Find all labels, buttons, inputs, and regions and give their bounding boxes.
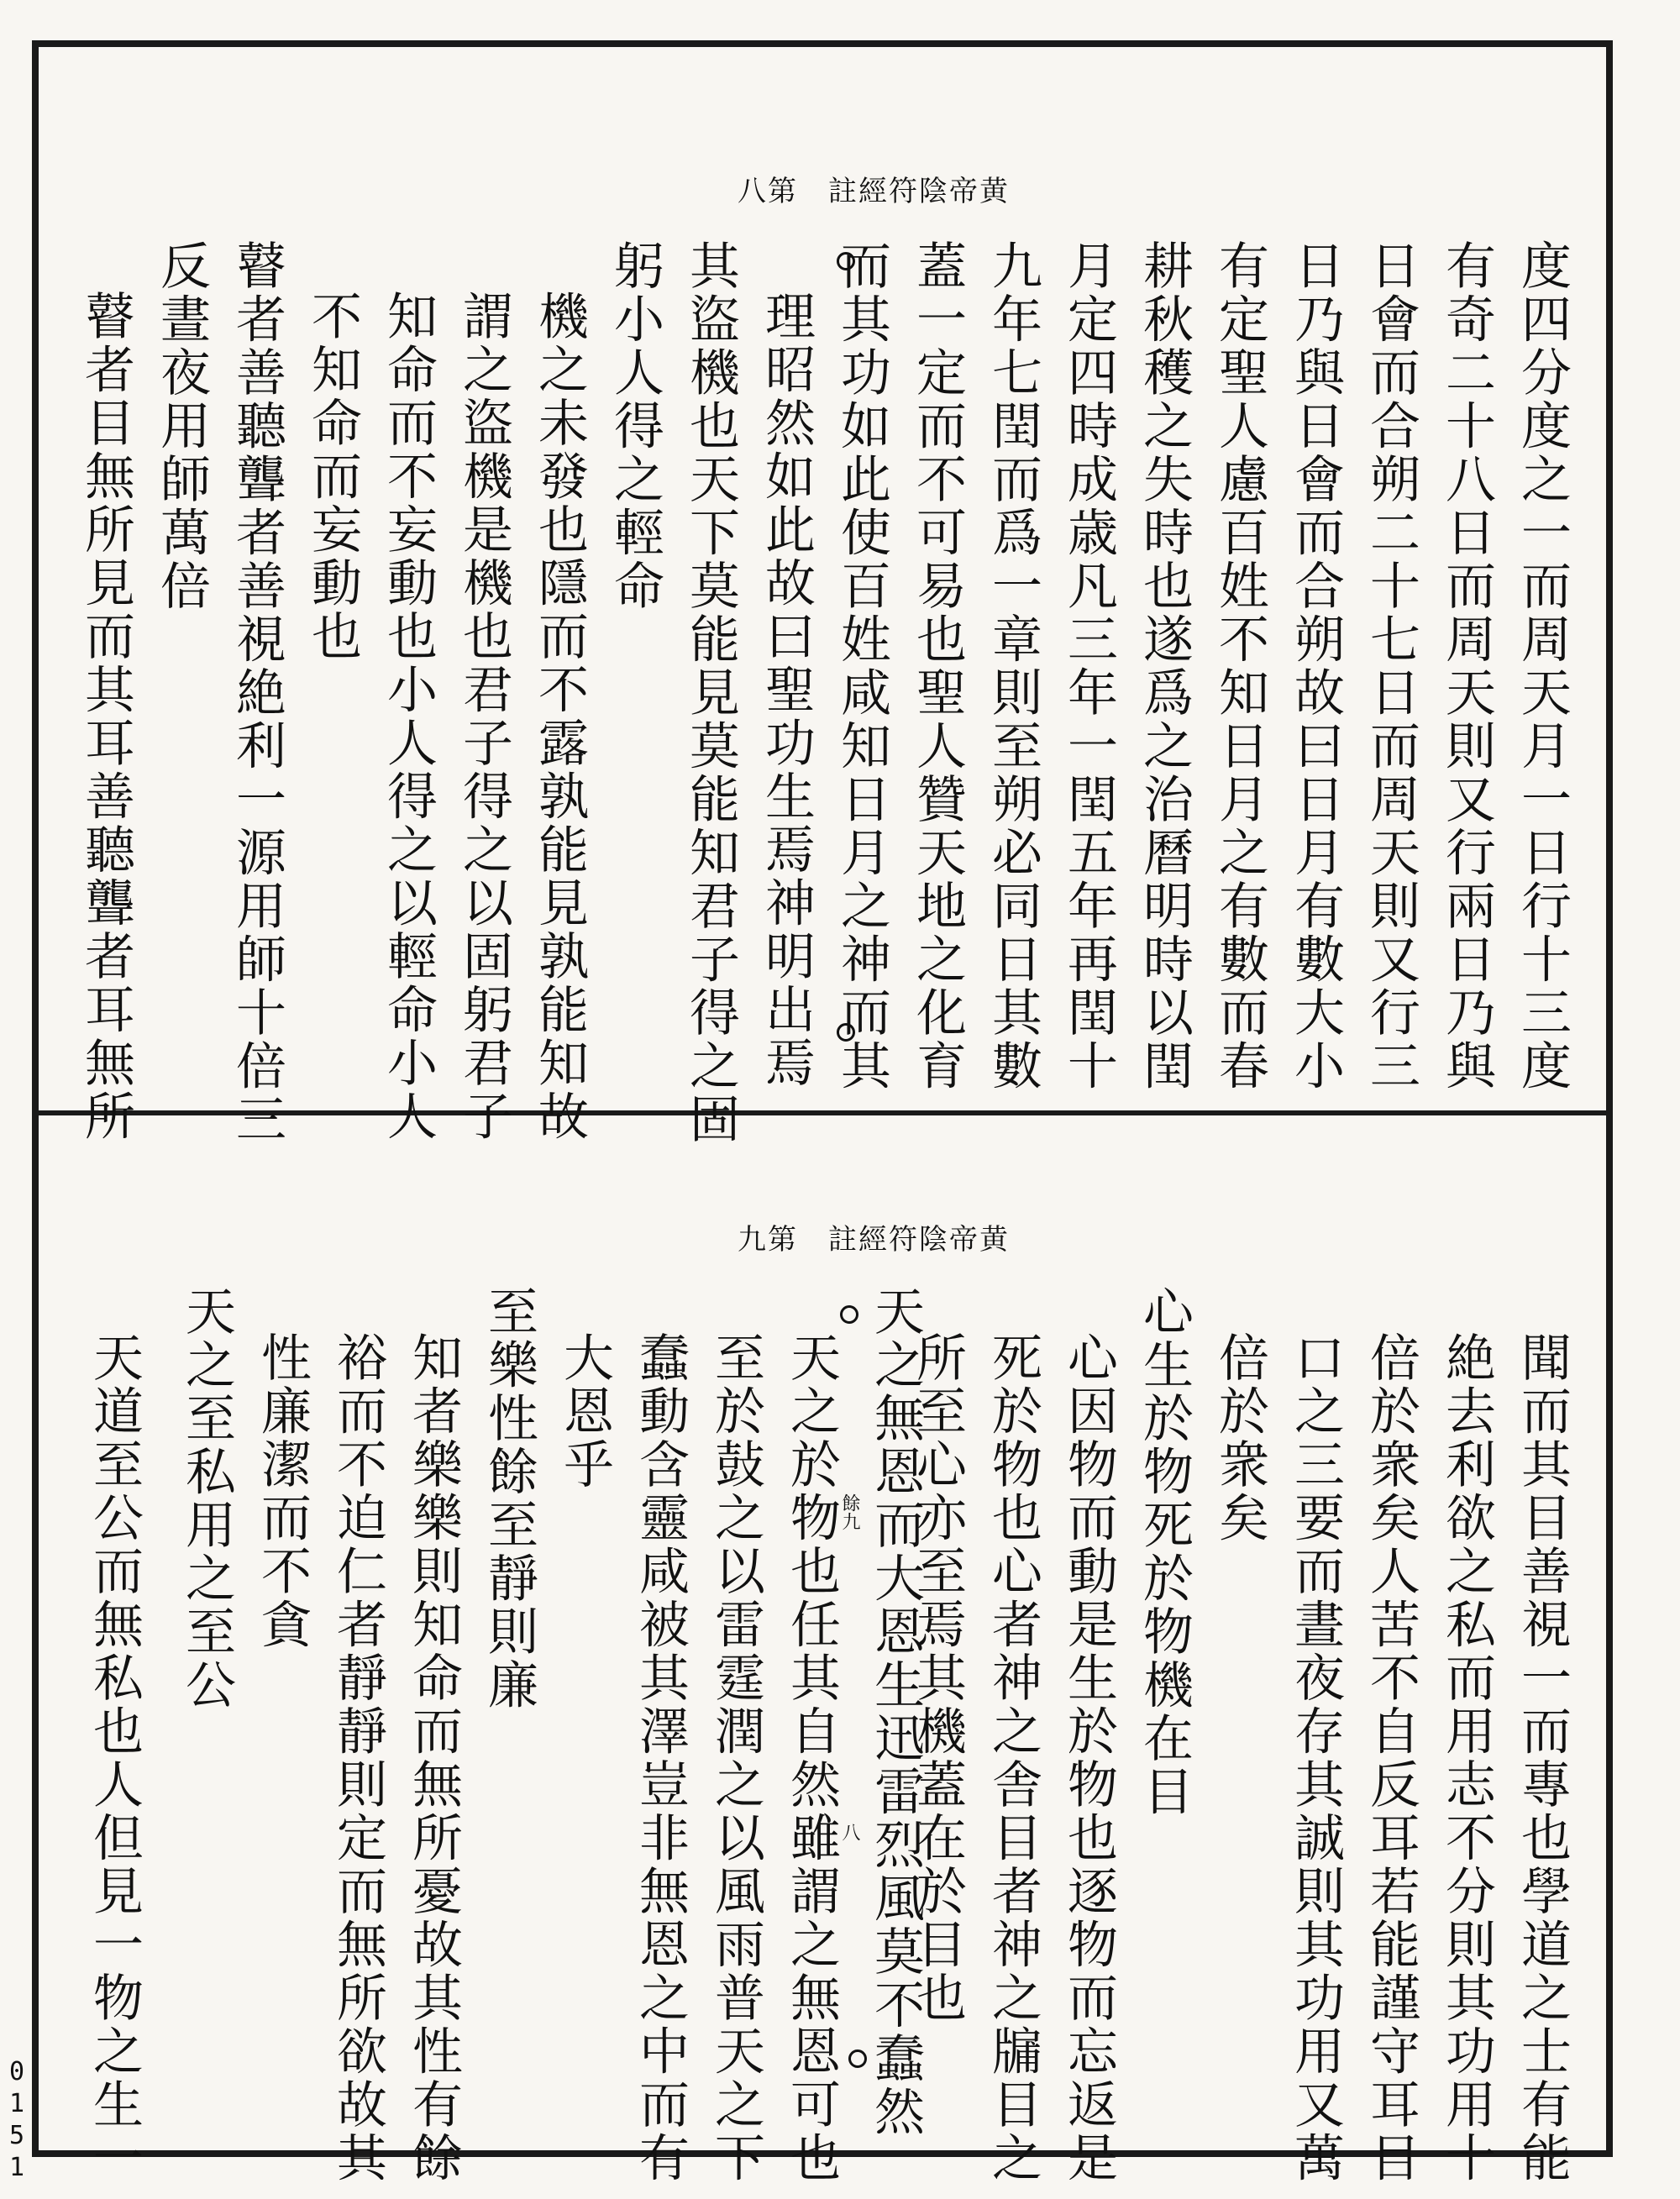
punctuation-circle-mark	[837, 252, 855, 270]
text-column: 不知命而妄動也	[303, 290, 362, 664]
text-column: 耕秋穫之失時也遂爲之治曆明時以閏	[1135, 239, 1194, 1093]
text-column: 其盜機也天下莫能見莫能知君子得之固	[681, 239, 740, 1147]
text-column: 反晝夜用師萬倍	[152, 239, 211, 613]
punctuation-circle-mark	[848, 2049, 867, 2068]
text-column: 而其功如此使百姓咸知日月之神而其	[832, 239, 891, 1093]
text-column: 所至心亦至焉其機蓋在於目也	[908, 1331, 967, 2025]
text-column: 天之無恩而大恩生迅雷烈風莫不蠢然	[866, 1285, 925, 2139]
text-column: 九年七閏而爲一章則至朔必同日其數	[984, 239, 1042, 1093]
text-column: 聞而其目善視一而專也學道之士有能	[1513, 1331, 1572, 2185]
page-number	[7, 2056, 27, 2184]
text-column: 至於鼔之以雷霆潤之以風雨普天之下	[706, 1331, 765, 2185]
text-column: 裕而不迫仁者靜靜則定而無所欲故其	[328, 1331, 387, 2185]
text-column: 日乃與日會而合朔故曰日月有數大小	[1286, 239, 1345, 1093]
text-column: 瞽者善聽聾者善視絶利一源用師十倍三	[228, 239, 286, 1147]
text-column: 有奇二十八日而周天則又行兩日乃與	[1437, 239, 1496, 1093]
text-column: 口之三要而晝夜存其誠則其功用又萬	[1286, 1331, 1345, 2185]
text-column: 理昭然如此故曰聖功生焉神明出焉	[757, 290, 816, 1090]
text-column: 天之於物也任其自然雖謂之無恩可也	[782, 1331, 841, 2185]
text-column: 有定聖人慮百姓不知日月之有數而春	[1210, 239, 1269, 1093]
page-number-text: 0151	[8, 2057, 25, 2182]
text-column: 知命而不妄動也小人得之以輕命小人	[379, 290, 438, 1143]
running-header-top: 八第 註經符陰帝黄	[738, 175, 1010, 208]
text-column: 知者樂樂則知命而無所憂故其性有餘	[404, 1331, 463, 2185]
text-column: 瞽者目無所見而其耳善聽聾者耳無所	[76, 290, 135, 1143]
margin-note: 餘九	[839, 1493, 860, 1530]
running-header-bottom: 九第 註經符陰帝黄	[738, 1223, 1010, 1257]
text-column: 躬小人得之輕命	[606, 239, 664, 613]
text-column: 大恩乎	[555, 1331, 614, 1492]
text-column: 機之未發也隱而不露孰能見孰能知故	[530, 290, 589, 1143]
text-column: 死於物也心者神之舎目者神之牖目之	[984, 1331, 1042, 2185]
text-column: 倍於衆矣	[1210, 1331, 1269, 1545]
text-column: 日會而合朔二十七日而周天則又行三	[1362, 239, 1420, 1093]
punctuation-circle-mark	[837, 1023, 855, 1042]
text-column: 蓋一定而不可易也聖人贊天地之化育	[908, 239, 967, 1093]
text-column: 絶去利欲之私而用志不分則其功用十	[1437, 1331, 1496, 2185]
punctuation-circle-mark	[840, 1305, 858, 1324]
text-column: 謂之盜機是機也君子得之以固躬君子	[454, 290, 513, 1143]
text-column: 度四分度之一而周天月一日行十三度	[1513, 239, 1572, 1093]
text-column: 天之至私用之至公	[177, 1285, 236, 1712]
text-column: 心生於物死於物機在目	[1135, 1285, 1194, 1819]
text-column: 天道至公而無私也人但見一物之生一	[85, 1331, 144, 2185]
text-column: 心因物而動是生於物也逐物而忘返是	[1059, 1331, 1118, 2185]
text-column: 倍於衆矣人苦不自反耳若能謹守耳目	[1362, 1331, 1420, 2185]
text-column: 至樂性餘至靜則廉	[480, 1285, 538, 1712]
text-column: 月定四時成歳凡三年一閏五年再閏十	[1059, 239, 1118, 1093]
text-column: 性廉潔而不貪	[253, 1331, 312, 1651]
text-column: 蠢動含靈咸被其澤豈非無恩之中而有	[631, 1331, 690, 2185]
margin-mark: 八	[839, 1823, 860, 1841]
